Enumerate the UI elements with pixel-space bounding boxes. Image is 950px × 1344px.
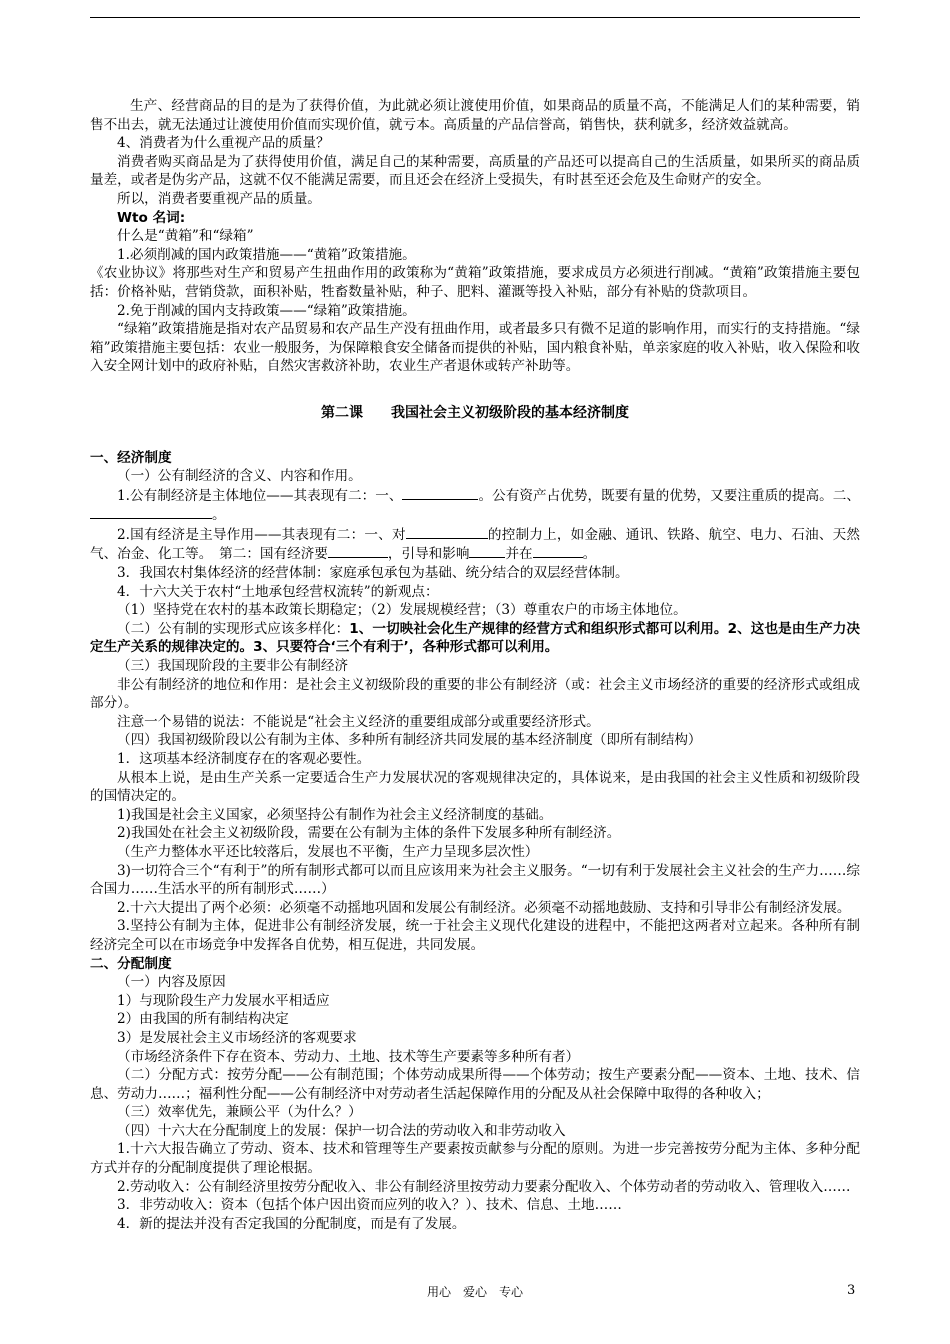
fill-blank <box>533 544 583 558</box>
paragraph: 1）与现阶段生产力发展水平相适应 <box>117 992 330 1009</box>
paragraph-with-blanks <box>90 525 860 564</box>
paragraph: （市场经济条件下存在资本、劳动力、土地、技术等生产要素等多种所有者） <box>117 1048 580 1065</box>
text: （二）公有制的实现形式应该多样化： <box>117 620 350 637</box>
section-heading: 一、经济制度 <box>90 449 172 466</box>
paragraph: 什么是“黄箱”和“绿箱” <box>117 228 254 245</box>
text: 并在 <box>505 546 533 563</box>
paragraph-with-blanks <box>90 486 860 525</box>
section-heading: 二、分配制度 <box>90 955 172 972</box>
paragraph: 3）是发展社会主义市场经济的客观要求 <box>117 1029 357 1046</box>
paragraph: 1.必须削减的国内政策措施——“黄箱”政策措施。 <box>117 246 416 263</box>
paragraph: 3)一切符合三个“有利于”的所有制形式都可以而且应该用来为社会主义服务。“一切有利于发展社会主义社会的生产力……综合国力……生活水平的所有制形式……） <box>90 862 860 898</box>
paragraph: （三）我国现阶段的主要非公有制经济 <box>117 658 349 675</box>
text: 的控制力上，如金融、通讯、铁路、航空、电力、石油、天然气、冶金、化工等。 第二：国有经济要 <box>90 526 861 563</box>
text: 。 <box>582 546 597 563</box>
paragraph: 消费者购买商品是为了获得使用价值，满足自己的某种需要，高质量的产品还可以提高自己的生活质量，如果所买的商品质量差，或者是伪劣产品，这就不仅不能满足需要，而且还会在经济上受损失，有时甚至还会危及生命财产的安全。 <box>90 153 860 189</box>
paragraph: 生产、经营商品的目的是为了获得价值，为此就必须让渡使用价值，如果商品的质量不高，不能满足人们的某种需要，销售不出去，就无法通过让渡使用价值而实现价值，就亏本。高质量的产品信誉高，销售快，获利就多，经济效益就高。 <box>90 98 860 133</box>
paragraph: 1．这项基本经济制度存在的客观必要性。 <box>117 751 371 767</box>
paragraph: 3．我国农村集体经济的经营体制：家庭承包承包为基础、统分结合的双层经营体制。 <box>117 565 629 582</box>
page-number: 3 <box>847 1283 856 1298</box>
text: ，引导和影响 <box>387 546 470 563</box>
text: 。公有资产占优势，既要有量的优势，又要注重质的提高。二、 <box>478 487 861 504</box>
paragraph: （三）效率优先，兼顾公平（为什么？） <box>117 1104 362 1121</box>
paragraph: 2.免于削减的国内支持政策——“绿箱”政策措施。 <box>117 302 416 319</box>
bold-text: 1、一切映社会化生产规律的经营方式和组织形式都可以利用。2、这也是由生产力决定生产关系的规律决定的。3、只要符合‘三个有利于’，各种形式都可以利用。 <box>90 620 860 656</box>
paragraph: （四）我国初级阶段以公有制为主体、多种所有制经济共同发展的基本经济制度（即所有制结构） <box>117 732 702 749</box>
fill-blank <box>406 525 488 539</box>
paragraph: （二）分配方式：按劳分配——公有制范围；个体劳动成果所得——个体劳动；按生产要素分配——资本、土地、技术、信息、劳动力……；福利性分配——公有制经济中对劳动者生活起保障作用的分配及从社会保障中取得的各种收入； <box>90 1067 860 1102</box>
paragraph: 3.坚持公有制为主体，促进非公有制经济发展，统一于社会主义现代化建设的进程中，不能把这两者对立起来。各种所有制经济完全可以在市场竞争中发挥各自优势，相互促进，共同发展。 <box>90 918 860 953</box>
fill-blank <box>402 486 478 500</box>
paragraph: 所以，消费者要重视产品的质量。 <box>117 190 321 207</box>
paragraph <box>90 620 860 657</box>
paragraph: 4．新的提法并没有否定我国的分配制度，而是有了发展。 <box>117 1215 466 1232</box>
paragraph: 非公有制经济的地位和作用：是社会主义初级阶段的重要的非公有制经济（或：社会主义市场经济的重要的经济形式或组成部分）。 <box>90 676 860 712</box>
header-rule <box>90 17 860 18</box>
paragraph: “绿箱”政策措施是指对农产品贸易和农产品生产没有扭曲作用，或者最多只有微不足道的影响作用，而实行的支持措施。“绿箱”政策措施主要包括：农业一般服务，为保障粮食安全储备而提供的补贴，国内粮食补贴，单亲家庭的收入补贴，收入保险和收入安全网计划中的政府补贴，自然灾害救济补助，农业生产者退休或转产补助等。 <box>90 321 860 375</box>
paragraph: （一）公有制经济的含义、内容和作用。 <box>117 468 362 485</box>
paragraph: 3．非劳动收入：资本（包括个体户因出资而应列的收入？）、技术、信息、土地…… <box>117 1197 622 1214</box>
document-body <box>90 97 860 1233</box>
text: 。 <box>212 507 226 524</box>
text: 1.公有制经济是主体地位——其表现有二：一、 <box>117 487 403 504</box>
paragraph: （生产力整体水平还比较落后，发展也不平衡，生产力呈现多层次性） <box>117 843 539 860</box>
lesson-title: 第二课 我国社会主义初级阶段的基本经济制度 <box>321 404 629 421</box>
paragraph: 4．十六大关于农村“土地承包经营权流转”的新观点： <box>117 583 439 600</box>
paragraph: 2)我国处在社会主义初级阶段，需要在公有制为主体的条件下发展多种所有制经济。 <box>117 825 621 842</box>
text: 2.国有经济是主导作用——其表现有二：一、对 <box>117 526 406 543</box>
paragraph: 从根本上说，是由生产关系一定要适合生产力发展状况的客观规律决定的，具体说来，是由我国的社会主义性质和初级阶段的国情决定的。 <box>90 769 860 805</box>
paragraph: （一）内容及原因 <box>117 974 226 991</box>
page-footer: 用心 爱心 专心 <box>426 1285 523 1299</box>
paragraph: 2.劳动收入：公有制经济里按劳分配收入、非公有制经济里按劳动力要素分配收入、个体劳动者的劳动收入、管理收入…… <box>117 1178 851 1195</box>
paragraph: 注意一个易错的说法：不能说是“社会主义经济的重要组成部分或重要经济形式。 <box>117 713 600 730</box>
paragraph: （四）十六大在分配制度上的发展：保护一切合法的劳动收入和非劳动收入 <box>117 1122 566 1139</box>
paragraph: 1)我国是社会主义国家，必须坚持公有制作为社会主义经济制度的基础。 <box>117 806 553 823</box>
paragraph: 《农业协议》将那些对生产和贸易产生扭曲作用的政策称为“黄箱”政策措施，要求成员方必须进行削减。“黄箱”政策措施主要包括：价格补贴，营销贷款，面积补贴，牲畜数量补贴，种子、肥料、灌溉等投入补贴，部分有补贴的贷款项目。 <box>90 265 860 300</box>
paragraph: 2）由我国的所有制结构决定 <box>117 1011 289 1028</box>
paragraph: 2.十六大提出了两个必须：必须毫不动摇地巩固和发展公有制经济。必须毫不动摇地鼓励、支持和引导非公有制经济发展。 <box>117 899 851 916</box>
paragraph: （1）坚持党在农村的基本政策长期稳定；（2）发展规模经营；（3）尊重农户的市场主体地位。 <box>117 602 687 619</box>
question-heading: 4、消费者为什么重视产品的质量？ <box>117 135 330 152</box>
fill-blank <box>469 544 505 558</box>
fill-blank <box>328 544 388 558</box>
wto-heading: Wto 名词: <box>117 209 186 226</box>
paragraph: 1.十六大报告确立了劳动、资本、技术和管理等生产要素按贡献参与分配的原则。为进一步完善按劳分配为主体、多种分配方式并存的分配制度提供了理论根据。 <box>90 1141 860 1177</box>
fill-blank <box>90 505 212 519</box>
